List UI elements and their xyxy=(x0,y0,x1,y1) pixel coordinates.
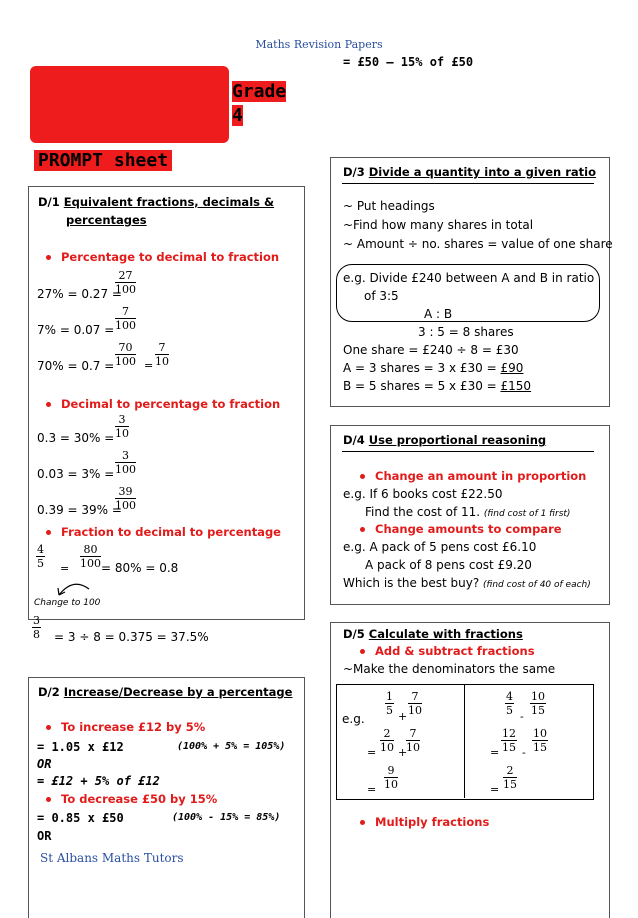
d4-line-4: A pack of 8 pens cost £9.20 xyxy=(365,558,532,572)
grade-word: Grade xyxy=(232,81,287,102)
d5-table-divider xyxy=(464,684,465,798)
d5-frac-7-10: $\frac{7}{10}$ xyxy=(408,690,422,717)
d3-example-7: B = 5 shares = 5 x £30 = £150 xyxy=(343,379,532,393)
d3-step-2: ~Find how many shares in total xyxy=(343,218,534,232)
d1-frac-7-100: $\frac{7}{100}$ xyxy=(115,305,136,332)
d2-line-3: = 0.85 x £50 xyxy=(37,811,124,825)
d4-line-1: e.g. If 6 books cost £22.50 xyxy=(343,487,503,501)
d4-heading-1: Change an amount in proportion xyxy=(360,469,586,483)
d1-frac-80-100: $\frac{80}{100}$ xyxy=(80,543,101,570)
d4-line-2: Find the cost of 11. (find cost of 1 first) xyxy=(365,505,571,519)
d5-frac-7-10-b: $\frac{7}{10}$ xyxy=(406,727,420,754)
red-title-bar xyxy=(30,66,229,143)
d5-frac-9-10: $\frac{9}{10}$ xyxy=(384,764,398,791)
d2-note-1: (100% + 5% = 105%) xyxy=(177,741,286,752)
d3-example-3: A : B xyxy=(424,307,453,321)
d3-title-rule xyxy=(342,183,594,184)
d1-frac-39-100: $\frac{39}{100}$ xyxy=(115,485,136,512)
d1-heading-3: Fraction to decimal to percentage xyxy=(46,525,281,539)
d1-row-1: 27% = 0.27 = xyxy=(37,287,122,301)
d4-title: D/4 Use proportional reasoning xyxy=(343,433,547,447)
d5-frac-1-5: $\frac{1}{5}$ xyxy=(386,690,393,717)
d2-note-3: (100% - 15% = 85%) xyxy=(172,812,281,823)
page-header: Maths Revision Papers xyxy=(255,38,383,51)
footer-text: St Albans Maths Tutors xyxy=(40,851,184,865)
d1-row-2: 7% = 0.07 = xyxy=(37,323,115,337)
d1-eq: = xyxy=(144,359,154,372)
d3-title: D/3 Divide a quantity into a given ratio xyxy=(343,165,597,179)
d1-row-8-rest: = 3 ÷ 8 = 0.375 = 37.5% xyxy=(54,630,209,644)
curved-arrow-icon xyxy=(55,575,95,599)
d4-title-rule xyxy=(342,451,594,452)
d5-minus-2: - xyxy=(522,746,526,759)
change-to-100-note: Change to 100 xyxy=(34,598,101,608)
d5-plus-2: + xyxy=(398,746,408,759)
d1-title-line2: percentages xyxy=(66,213,147,227)
d5-eq-3: = xyxy=(490,746,500,759)
d3-example-2: of 3:5 xyxy=(364,289,399,303)
d5-frac-4-5: $\frac{4}{5}$ xyxy=(506,690,513,717)
d1-frac-3-100: $\frac{3}{100}$ xyxy=(115,449,136,476)
d1-row-4: 0.3 = 30% = xyxy=(37,431,115,445)
d1-title: D/1 Equivalent fractions, decimals & xyxy=(38,195,275,209)
d3-example-1: e.g. Divide £240 between A and B in ratio xyxy=(343,271,595,285)
d1-row-3: 70% = 0.7 = xyxy=(37,359,115,373)
d1-heading-1: Percentage to decimal to fraction xyxy=(46,250,279,264)
d2-or-2: OR xyxy=(37,829,52,843)
d4-line-5: Which is the best buy? (find cost of 40 of each) xyxy=(343,576,591,590)
d5-eq-1: = xyxy=(367,746,377,759)
d1-row-6: 0.39 = 39% = xyxy=(37,503,122,517)
d1-row-7-rest: = 80% = 0.8 xyxy=(101,561,179,575)
d1-heading-2: Decimal to percentage to fraction xyxy=(46,397,280,411)
d1-eq-2: = xyxy=(60,562,70,575)
d1-row-5: 0.03 = 3% = xyxy=(37,467,115,481)
d5-heading-2: Multiply fractions xyxy=(360,815,489,829)
d5-step-1: ~Make the denominators the same xyxy=(343,662,556,676)
d1-frac-3-10: $\frac{3}{10}$ xyxy=(115,413,129,440)
d5-frac-2-15: $\frac{2}{15}$ xyxy=(503,764,517,791)
d4-line-3: e.g. A pack of 5 pens cost £6.10 xyxy=(343,540,537,554)
d3-example-6: A = 3 shares = 3 x £30 = £90 xyxy=(343,361,524,375)
d5-frac-12-15: $\frac{12}{15}$ xyxy=(502,727,516,754)
d2-heading-1: To increase £12 by 5% xyxy=(46,720,205,734)
d5-frac-10-15: $\frac{10}{15}$ xyxy=(531,690,545,717)
d1-frac-70-100: $\frac{70}{100}$ xyxy=(115,341,136,368)
grade-number: 4 xyxy=(232,105,243,126)
d1-frac-4-5: $\frac{4}{5}$ xyxy=(37,543,44,570)
d4-heading-2: Change amounts to compare xyxy=(360,522,562,536)
d2-or-1: OR xyxy=(37,757,52,771)
d5-title: D/5 Calculate with fractions xyxy=(343,627,523,641)
d5-eq-4: = xyxy=(490,783,500,796)
d5-minus-1: - xyxy=(520,710,524,723)
d2-title: D/2 Increase/Decrease by a percentage xyxy=(38,685,293,699)
d3-example-4: 3 : 5 = 8 shares xyxy=(418,325,514,339)
d5-frac-2-10: $\frac{2}{10}$ xyxy=(380,727,394,754)
d5-eq-2: = xyxy=(367,783,377,796)
grade-label xyxy=(232,80,286,128)
d5-heading-1: Add & subtract fractions xyxy=(360,644,535,658)
d1-frac-3-8: $\frac{3}{8}$ xyxy=(33,614,40,641)
d3-step-3: ~ Amount ÷ no. shares = value of one share xyxy=(343,237,613,251)
d2-heading-2: To decrease £50 by 15% xyxy=(46,792,217,806)
d2-line-1: = 1.05 x £12 xyxy=(37,740,124,754)
d3-example-5: One share = £240 ÷ 8 = £30 xyxy=(343,343,519,357)
prompt-sheet-title: PROMPT sheet xyxy=(34,150,172,171)
d5-frac-10-15-b: $\frac{10}{15}$ xyxy=(533,727,547,754)
d1-frac-27-100: $\frac{27}{100}$ xyxy=(115,269,136,296)
d1-frac-7-10: $\frac{7}{10}$ xyxy=(155,341,169,368)
d5-plus-1: + xyxy=(398,710,408,723)
continued-line: = £50 – 15% of £50 xyxy=(343,55,474,69)
d2-line-2: = £12 + 5% of £12 xyxy=(37,774,160,788)
d5-eg: e.g. xyxy=(342,712,365,726)
d3-step-1: ~ Put headings xyxy=(343,199,435,213)
